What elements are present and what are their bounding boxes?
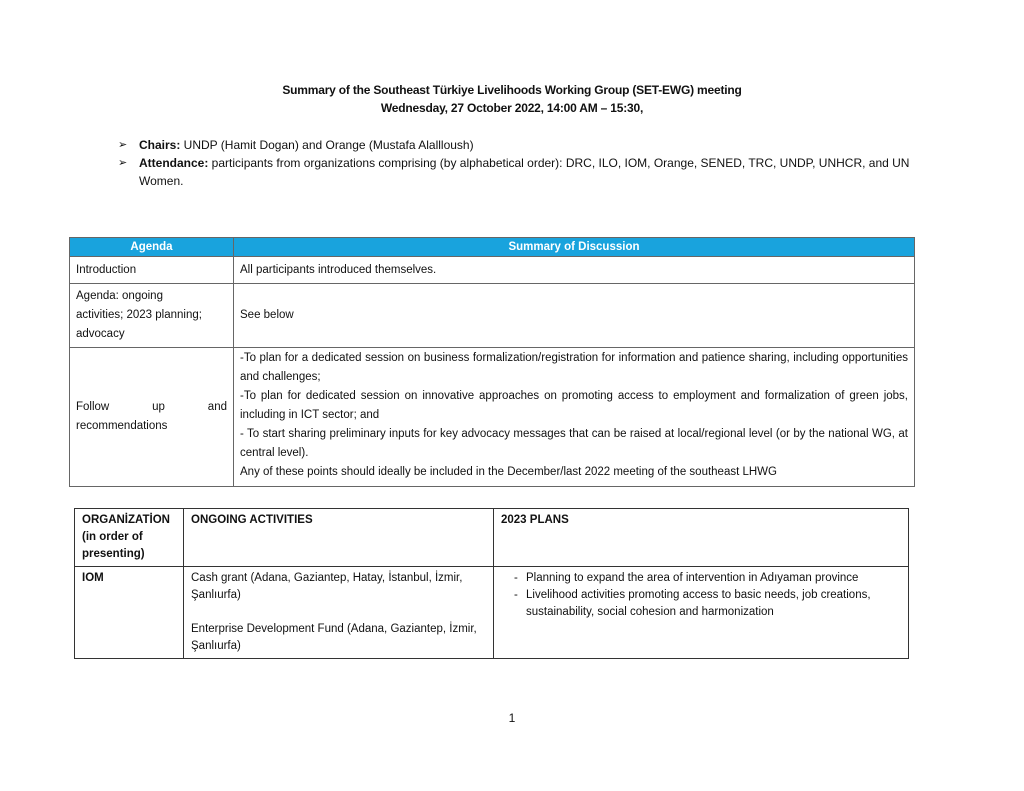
organization-table: [74, 508, 909, 659]
dash-bullet-icon: -: [514, 572, 518, 584]
meeting-title: Summary of the Southeast Türkiye Livelihoods Working Group (SET-EWG) meeting: [282, 83, 742, 97]
agenda-column-header: Agenda: [70, 238, 234, 257]
activities-column-header: ONGOING ACTIVITIES: [184, 509, 494, 567]
attendance-label: Attendance:: [139, 156, 209, 170]
table-row: [70, 257, 915, 284]
summary-cell: [234, 257, 915, 284]
table-row: [70, 284, 915, 348]
agenda-cell: Introduction: [70, 257, 234, 284]
plan-text: Planning to expand the area of intervention in Adıyaman province: [526, 572, 859, 584]
chairs-bullet: [118, 136, 938, 154]
plans-cell: [494, 567, 909, 659]
meeting-info-list: [118, 136, 938, 190]
organization-column-header: ORGANİZATİON (in order of presenting): [75, 509, 184, 567]
activities-cell: [184, 567, 494, 659]
plan-text: Livelihood activities promoting access to basic needs, job creations, sustainability, social cohesion and harmonization: [526, 589, 871, 618]
organization-cell: IOM: [75, 567, 184, 659]
organization-table-header: [75, 509, 909, 567]
activity-item: Enterprise Development Fund (Adana, Gaziantep, İzmir, Şanlıurfa): [191, 623, 477, 652]
summary-line: Any of these points should ideally be included in the December/last 2022 meeting of the southeast LHWG: [240, 466, 777, 478]
activity-item: Cash grant (Adana, Gaziantep, Hatay, İstanbul, İzmir, Şanlıurfa): [191, 572, 463, 601]
arrow-bullet-icon: ➢: [118, 139, 128, 151]
summary-line: -To plan for dedicated session on innovative approaches on promoting access to employment and formalization of green jobs, including in ICT sector; and: [240, 390, 908, 421]
summary-line: -To plan for a dedicated session on business formalization/registration for information and patience sharing, including opportunities and challenges;: [240, 352, 908, 383]
attendance-text: participants from organizations comprising (by alphabetical order): DRC, ILO, IOM, Orange, SENED, TRC, UNDP, UNHCR, and UN Women.: [139, 156, 910, 188]
page-number: 1: [508, 711, 516, 725]
agenda-table: [69, 237, 915, 487]
dash-bullet-icon: -: [514, 589, 518, 601]
summary-line: See below: [240, 309, 294, 321]
agenda-cell: Agenda: ongoing activities; 2023 planning; advocacy: [70, 284, 234, 348]
agenda-cell: Follow up and recommendations: [70, 348, 234, 487]
summary-column-header: Summary of Discussion: [234, 238, 915, 257]
table-row: [70, 348, 915, 487]
chairs-text: UNDP (Hamit Dogan) and Orange (Mustafa Alallloush): [180, 138, 474, 152]
plan-item: [508, 570, 901, 587]
meeting-date: Wednesday, 27 October 2022, 14:00 AM – 15:30,: [380, 101, 644, 115]
chairs-label: Chairs:: [139, 138, 181, 152]
table-row: [75, 567, 909, 659]
summary-line: - To start sharing preliminary inputs for key advocacy messages that can be raised at local/regional level (or by the national WG, at central level).: [240, 428, 908, 459]
agenda-table-header: [70, 238, 915, 257]
plan-item: [508, 587, 901, 621]
summary-cell: [234, 348, 915, 487]
arrow-bullet-icon: ➢: [118, 157, 128, 169]
summary-line: All participants introduced themselves.: [240, 263, 437, 276]
attendance-bullet: [118, 154, 938, 190]
plans-column-header: 2023 PLANS: [494, 509, 909, 567]
summary-cell: [234, 284, 915, 348]
